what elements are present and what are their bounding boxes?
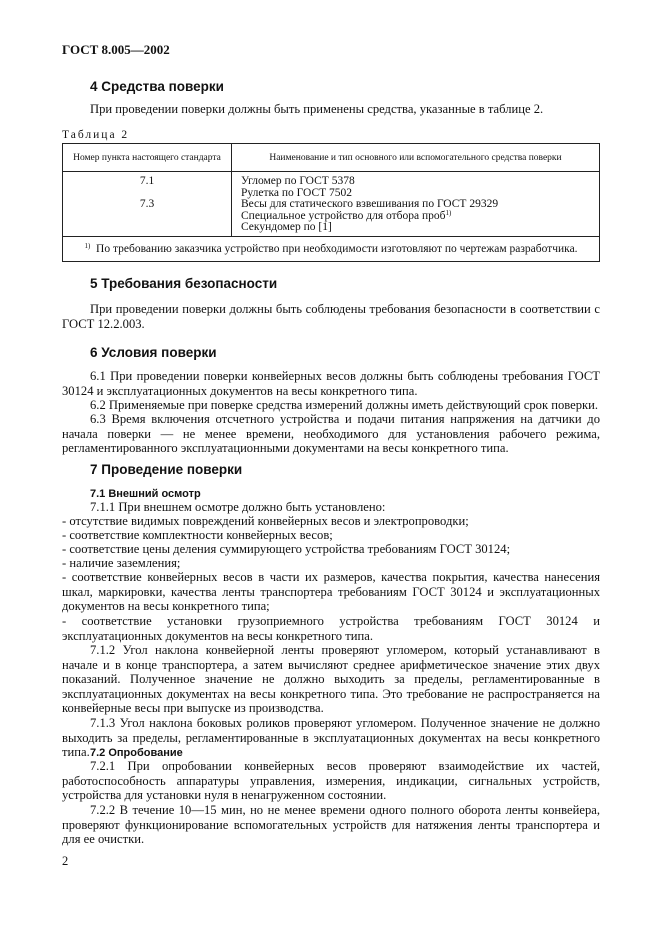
table-2-item: Рулетка по ГОСТ 7502 (241, 186, 353, 199)
paragraph-6-3-text: 6.3 Время включения отсчетного устройства и подачи питания напряжения на датчики до начала поверки — не менее времени, необходимого для установления рабочего режима, регламентированного эксплуатационными документами на весы конкретного типа. (62, 412, 600, 456)
table-2-num-7-1: 7.1 (139, 175, 155, 187)
paragraph-7-2-2 (62, 803, 600, 847)
list-item: - соответствие конвейерных весов в части их размеров, качества покрытия, качества нанесения шкал, маркировки, качества ленты транспортера требованиям ГОСТ 30124 и эксплуатационных документов на весы конкретного типа; (62, 570, 600, 614)
paragraph-7-1-2-text: 7.1.2 Угол наклона конвейерной ленты проверяют угломером, который устанавливают в начале и в конце транспортера, а затем вычисляют среднее арифметическое значение этих двух показаний. Полученное значение не должно выходить за пределы, регламентированные в эксплуатационных документах на весы конкретного типа. Это требование не распространяется на конвейерные весы при выпуске из производства. (62, 643, 600, 716)
paragraph-7-1-1-text: 7.1.1 При внешнем осмотре должно быть установлено: (90, 500, 386, 514)
table-2-num-7-3: 7.3 (139, 198, 155, 210)
section-5-text-body: При проведении поверки должны быть соблюдены требования безопасности в соответствии с ГОСТ 12.2.003. (62, 302, 600, 331)
table-2-footnote (63, 236, 600, 261)
table-2-item: Угломер по ГОСТ 5378 (241, 175, 355, 187)
table-2-numbers-cell (63, 172, 232, 237)
paragraph-7-1-2 (62, 643, 600, 716)
page-number: 2 (62, 854, 69, 868)
table-2-item-text: Специальное устройство для отбора проб (241, 209, 446, 222)
list-item: - наличие заземления; (62, 556, 181, 570)
table-2-header-col1: Номер пункта настоящего стандарта (63, 144, 232, 172)
table-2-item: Секундомер по [1] (241, 221, 332, 233)
paragraph-7-2-1-text: 7.2.1 При опробовании конвейерных весов проверяют взаимодействие их частей, работоспособность аппаратуры управления, измерения, индикации, сигнальных устройств, устройства для установки нуля в ненагруженном состоянии. (62, 759, 600, 803)
list-item: - соответствие цены деления суммирующего устройства требованиям ГОСТ 30124; (62, 542, 511, 556)
section-5-text (62, 302, 600, 331)
paragraph-6-3 (62, 412, 600, 456)
list-item: - соответствие комплектности конвейерных весов; (62, 528, 333, 542)
subsection-7-1-title: 7.1 Внешний осмотр (90, 488, 201, 500)
paragraph-6-1 (62, 369, 600, 398)
paragraph-7-2-1 (62, 759, 600, 803)
paragraph-7-1-1 (62, 500, 600, 515)
table-2-footnote-text: По требованию заказчика устройство при необходимости изготовляют по чертежам разработчика. (96, 242, 578, 255)
footnote-marker: 1) (445, 208, 452, 217)
footnote-marker: 1) (84, 241, 91, 250)
table-2-items-cell (232, 172, 600, 237)
section-4-title: 4 Средства поверки (90, 79, 224, 94)
table-2 (62, 143, 600, 262)
paragraph-6-2-text: 6.2 Применяемые при поверке средства измерений должны иметь действующий срок поверки. (90, 398, 599, 412)
section-4-intro (62, 102, 600, 117)
list-item: - соответствие установки грузоприемного устройства требованиям ГОСТ 30124 и эксплуатационных документов на весы конкретного типа. (62, 614, 600, 643)
subsection-7-2-title: 7.2 Опробование (90, 747, 183, 759)
document-header: ГОСТ 8.005—2002 (62, 42, 170, 57)
paragraph-7-1-3-text: 7.1.3 Угол наклона боковых роликов проверяют угломером. Полученное значение не должно выходить за пределы, регламентированные в эксплуатационных документах на весы конкретного типа. (62, 716, 600, 760)
table-2-header-col2: Наименование и тип основного или вспомогательного средства поверки (232, 144, 600, 172)
paragraph-6-1-text: 6.1 При проведении поверки конвейерных весов должны быть соблюдены требования ГОСТ 30124 и эксплуатационных документов на весы конкретного типа. (62, 369, 600, 398)
section-7-title: 7 Проведение поверки (90, 462, 243, 477)
list-item: - отсутствие видимых повреждений конвейерных весов и электропроводки; (62, 514, 469, 528)
table-2-caption: Таблица 2 (62, 129, 130, 141)
section-4-intro-text: При проведении поверки должны быть применены средства, указанные в таблице 2. (90, 102, 544, 116)
paragraph-7-2-2-text: 7.2.2 В течение 10—15 мин, но не менее времени одного полного оборота ленты конвейера, проверяют функционирование вспомогательных устройств для натяжения ленты транспортера и для ее очистки. (62, 803, 600, 847)
paragraph-6-2 (62, 398, 600, 413)
section-5-title: 5 Требования безопасности (90, 276, 278, 291)
table-2-item: Весы для статического взвешивания по ГОСТ 29329 (241, 198, 499, 210)
section-6-title: 6 Условия поверки (90, 345, 217, 360)
